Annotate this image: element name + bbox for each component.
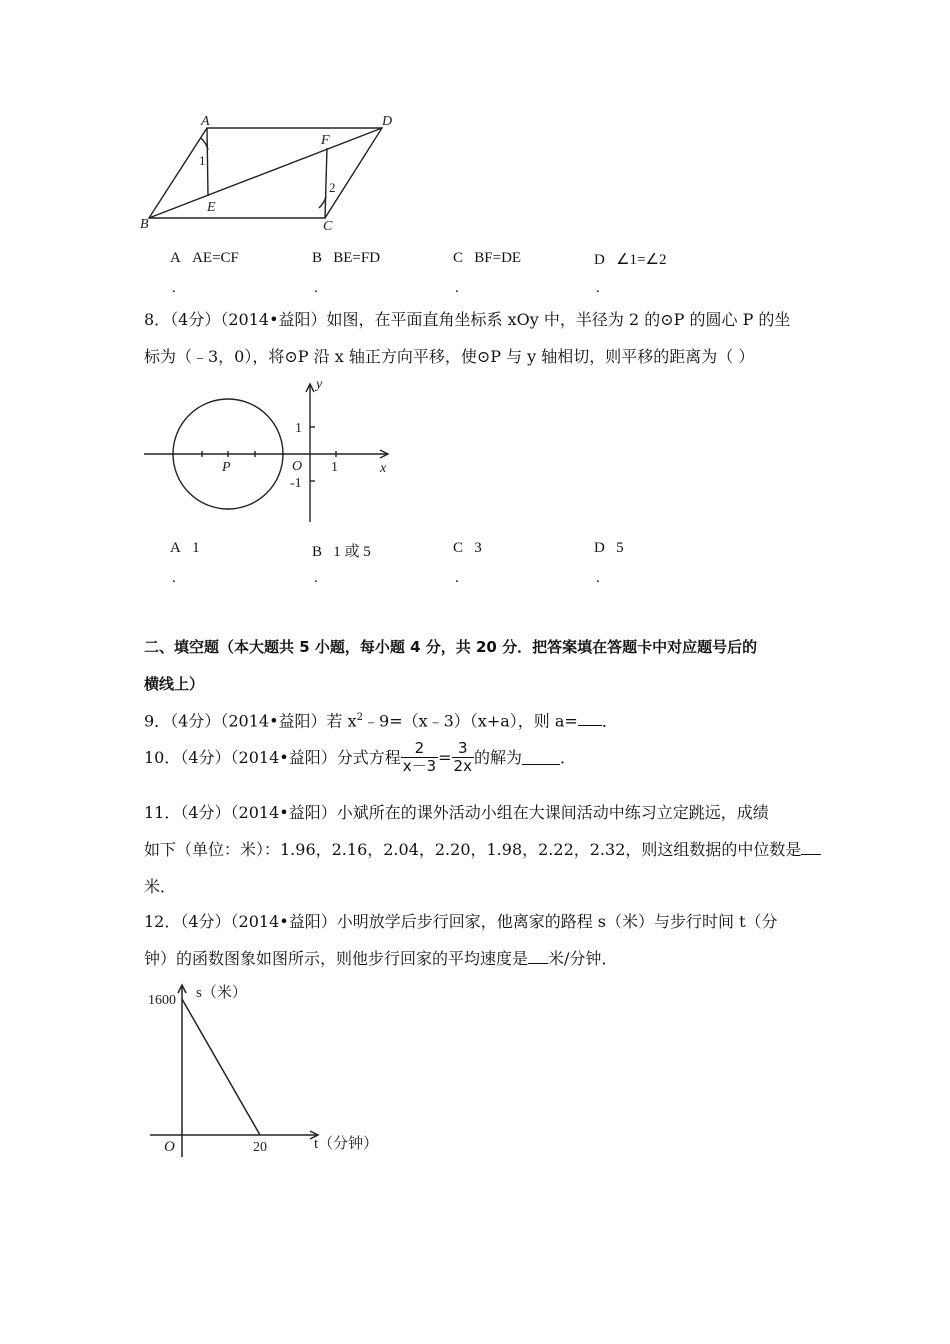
q12-line-2: 钟）的函数图象如图所示，则他步行回家的平均速度是 米/分钟． — [144, 949, 618, 968]
q8-option-a[interactable]: A 1 — [170, 540, 200, 556]
q10-fraction-2: $\frac{3}{2x}$ — [453, 739, 472, 775]
y-tick-neg-1: -1 — [290, 476, 302, 491]
chart-x-axis-label: t（分钟） — [314, 1136, 379, 1152]
chart-y-tick-1600: 1600 — [148, 993, 176, 1008]
q7-option-d[interactable]: D ∠1=∠2 — [594, 252, 667, 268]
q10-answer-blank[interactable] — [522, 750, 560, 765]
label-b: B — [140, 217, 149, 232]
q7-option-c[interactable]: C BF=DE — [453, 250, 522, 266]
q7-option-b-dot: . — [314, 280, 318, 296]
q7-option-d-dot: . — [596, 280, 600, 296]
q8-option-c[interactable]: C 3 — [453, 540, 482, 556]
q7-option-a[interactable]: A AE=CF — [170, 250, 239, 266]
label-angle-2: 2 — [329, 180, 336, 195]
y-tick-1: 1 — [295, 421, 302, 436]
label-e: E — [207, 200, 216, 215]
q8-option-c-dot: . — [455, 570, 459, 586]
x-axis-label: x — [380, 461, 387, 476]
chart-origin-label: O — [164, 1139, 175, 1155]
label-a: A — [201, 114, 210, 129]
chart-series-line — [182, 999, 260, 1135]
label-f: F — [321, 133, 330, 148]
diagonal-bd — [149, 128, 382, 218]
q11-line-3: 米． — [144, 877, 177, 896]
q7-option-c-dot: . — [455, 280, 459, 296]
label-angle-1: 1 — [199, 153, 206, 168]
q8-line-2: 标为（﹣3，0），将⊙P 沿 x 轴正方向平移，使⊙P 与 y 轴相切，则平移的距离为（ ） — [144, 347, 755, 366]
segment-ae — [207, 128, 208, 196]
q11-line-1: 11．（4分）（2014•益阳）小斌所在的课外活动小组在大课间活动中练习立定跳远，成绩 — [144, 803, 769, 822]
q12-answer-blank[interactable] — [528, 949, 548, 964]
y-axis-label: y — [316, 377, 323, 392]
q10-line: 10．（4分）（2014•益阳）分式方程 $\frac{2}{x-3}$ = $\frac{3}{2x}$ 的解为 ． — [144, 739, 576, 775]
chart-x-tick-20: 20 — [253, 1140, 267, 1155]
q9-line: 9．（4分）（2014•益阳）若 $x^2﹣9=(x﹣3)(x+a)$，则 a= ． — [144, 711, 618, 731]
origin-label: O — [292, 459, 303, 474]
section-2-heading-line-2: 横线上） — [144, 675, 205, 693]
q7-parallelogram-figure — [135, 108, 405, 233]
segment-cf — [325, 148, 327, 218]
q8-coordinate-figure — [140, 372, 400, 527]
label-d: D — [382, 114, 393, 129]
q10-fraction-1: $\frac{2}{x-3}$ — [402, 739, 437, 775]
q8-line-1: 8．（4分）（2014•益阳）如图，在平面直角坐标系 xOy 中，半径为 2 的⊙P 的圆心 P 的坐 — [144, 310, 791, 329]
q11-answer-blank[interactable] — [801, 840, 821, 855]
q8-option-b[interactable]: B 1 或 5 — [312, 544, 371, 560]
label-c: C — [323, 219, 333, 233]
q11-line-2: 如下（单位：米）：1.96，2.16，2.04，2.20，1.98，2.22，2.32，则这组数据的中位数是 — [144, 840, 821, 860]
section-2-heading-line-1: 二、填空题（本大题共 5 小题，每小题 4 分，共 20 分．把答案填在答题卡中对应题号后的 — [144, 638, 758, 656]
x-tick-1: 1 — [331, 460, 338, 475]
center-p-label: P — [222, 460, 231, 475]
q8-option-d-dot: . — [596, 570, 600, 586]
q12-distance-time-chart — [140, 975, 400, 1160]
q12-line-1: 12．（4分）（2014•益阳）小明放学后步行回家，他离家的路程 s（米）与步行时间 t（分 — [144, 912, 778, 931]
q7-option-b[interactable]: B BE=FD — [312, 250, 381, 266]
q8-option-b-dot: . — [314, 570, 318, 586]
q8-option-d[interactable]: D 5 — [594, 540, 624, 556]
q7-option-a-dot: . — [172, 280, 176, 296]
q8-option-a-dot: . — [172, 570, 176, 586]
q9-answer-blank[interactable] — [578, 711, 602, 726]
chart-y-axis-label: s（米） — [196, 985, 247, 1001]
